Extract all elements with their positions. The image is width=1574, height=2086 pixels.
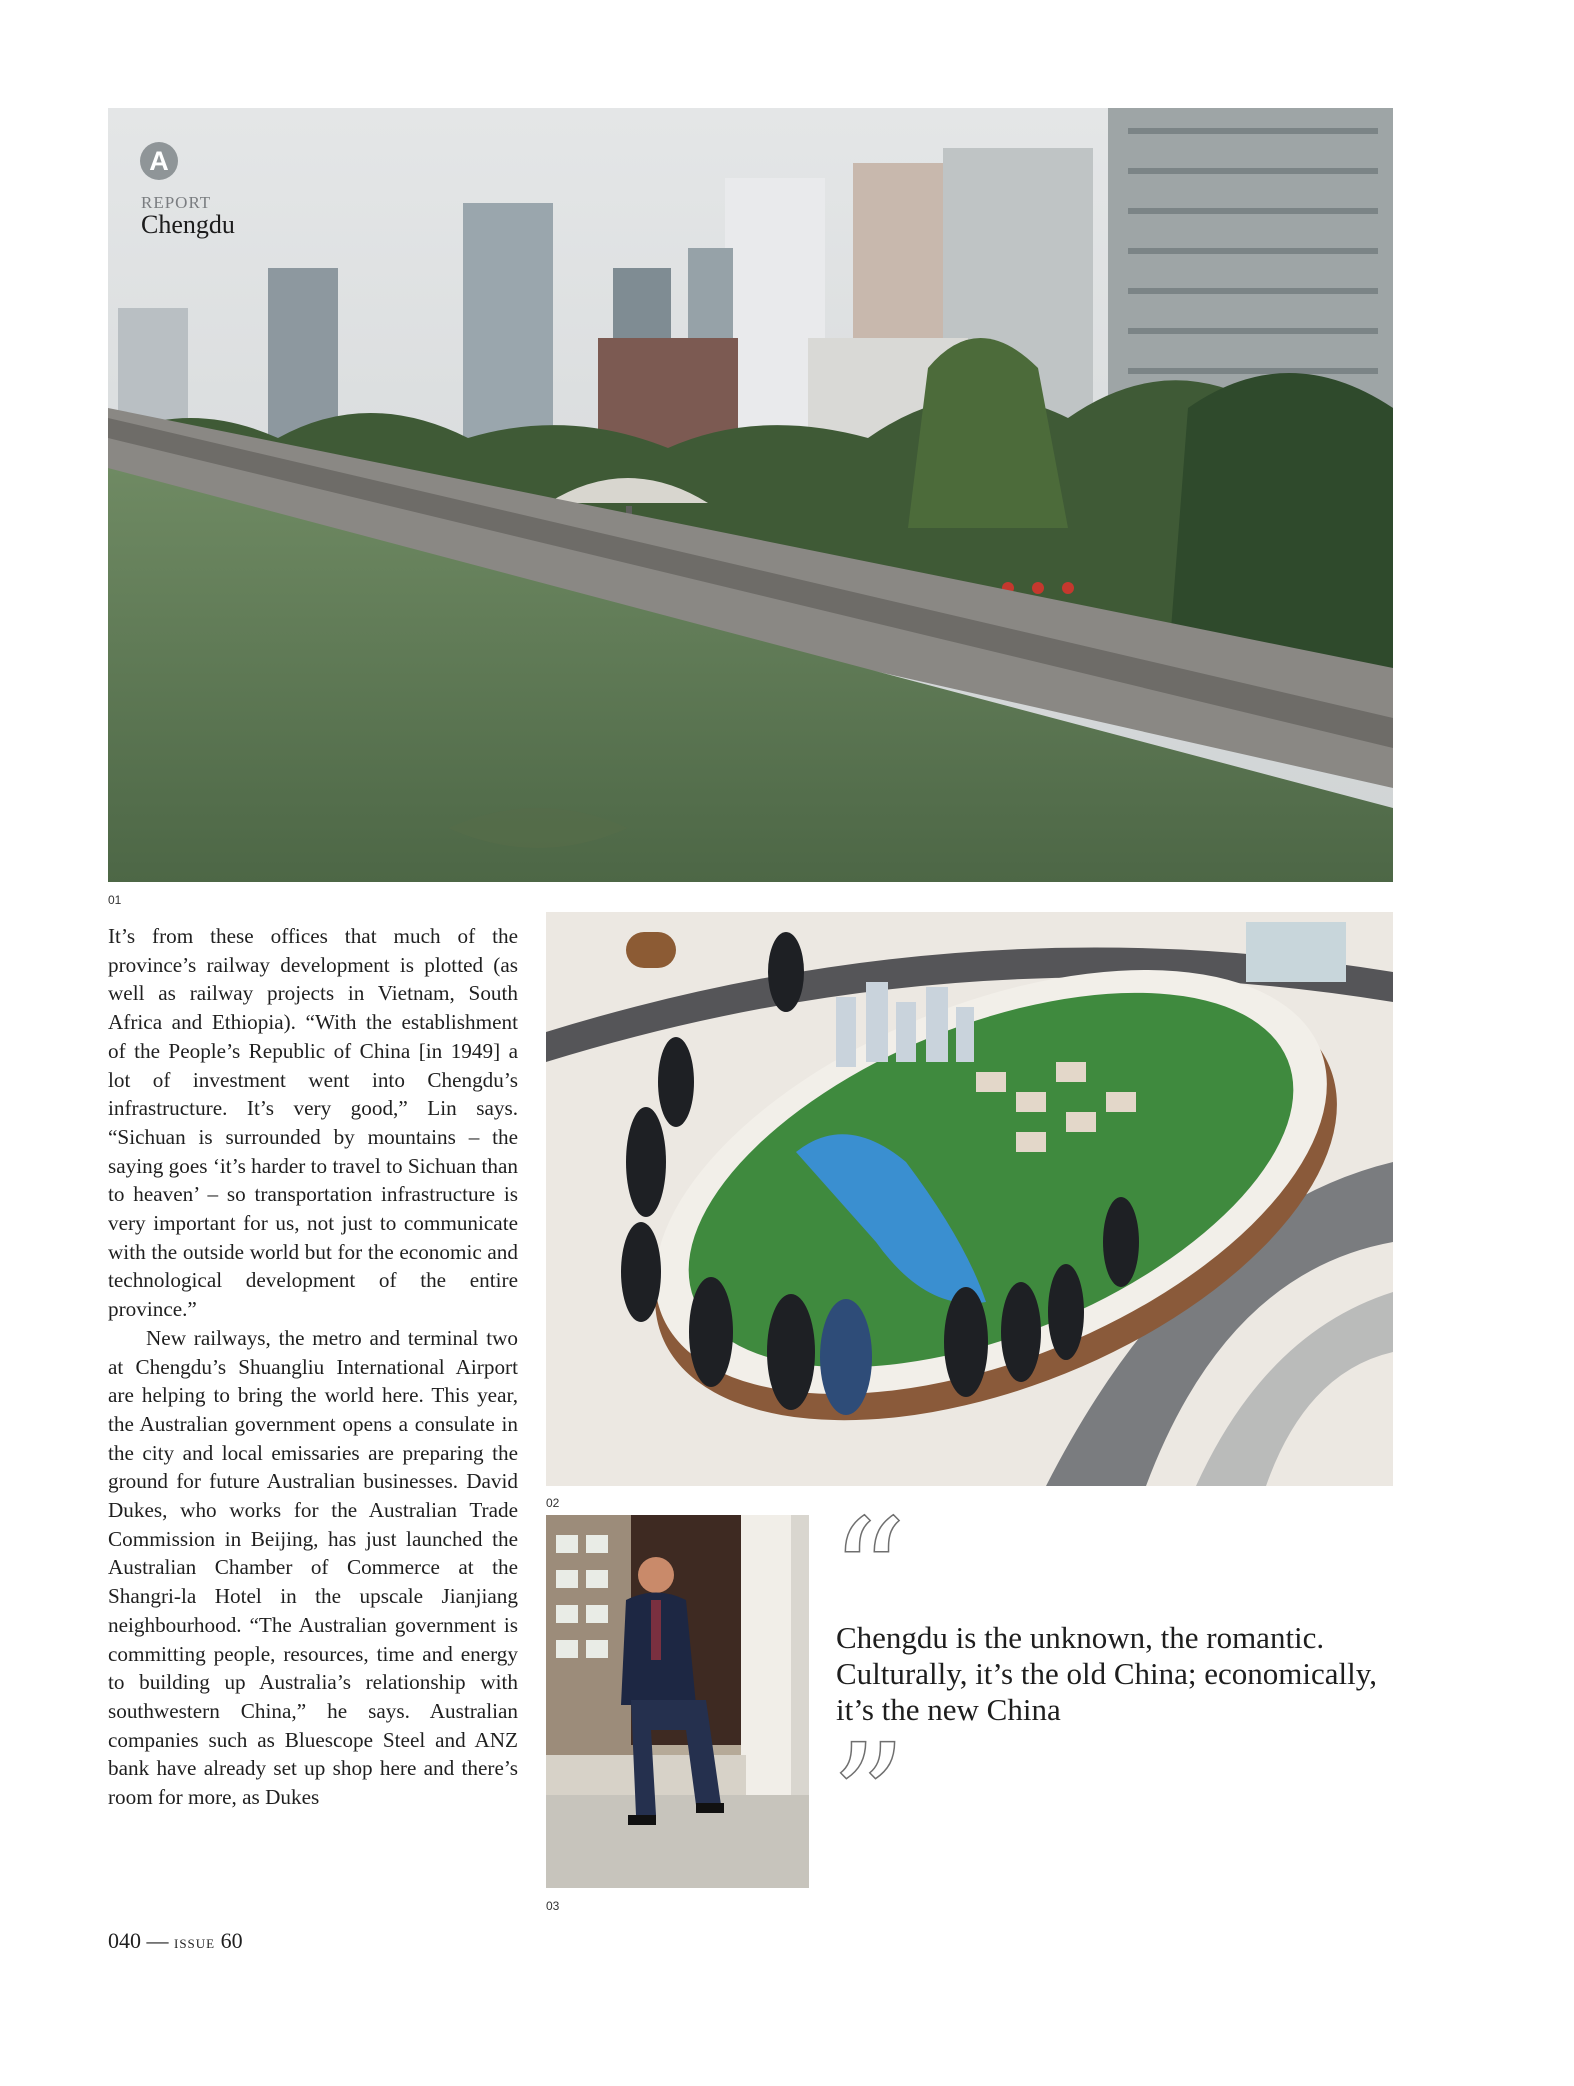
close-quote-mark: ” bbox=[830, 1713, 907, 1887]
portrait-photo bbox=[546, 1515, 809, 1888]
issue-label: issue bbox=[174, 1932, 216, 1953]
section-kicker: REPORT bbox=[141, 193, 212, 212]
article-paragraph: It’s from these offices that much of the province’s railway development is plotted (as well as railway projects in Vietnam, South Africa and Ethiopia). “With the establishment of the People’s Republic of China [in 1949] a lot of investment went into Chengdu’s infrastructure. It’s very good,” Lin says. “Sichuan is surrounded by mountains – the saying goes ‘it’s harder to travel to Sichuan than to heaven’ – so transportation infrastructure is very important for us, not just to communicate with the outside world but for the economic and technological development of the entire province.” bbox=[108, 924, 518, 1322]
section-title: Chengdu bbox=[141, 210, 235, 239]
figure-number-03: 03 bbox=[546, 1899, 560, 1913]
river-cityscape-photo bbox=[108, 108, 1393, 882]
page-folio bbox=[108, 1928, 243, 1954]
open-quote-mark: “ bbox=[830, 1488, 907, 1662]
article-body bbox=[108, 922, 518, 1812]
figure-number-02: 02 bbox=[546, 1496, 560, 1510]
article-paragraph: New railways, the metro and terminal two at Chengdu’s Shuangliu International Airport are helping to bring the world here. This year, the Australian government opens a consulate in the city and local emissaries are preparing the ground for future Australian businesses. David Dukes, who works for the Australian Trade Commission in Beijing, has just launched the Australian Chamber of Commerce at the Shangri-la Hotel in the upscale Jianjiang neighbourhood. “The Australian government is committing people, resources, time and energy to building up Australia’s relationship with southwestern China,” he says. Australian companies such as Bluescope Steel and ANZ bank have already set up shop here and there’s room for more, as Dukes bbox=[108, 1325, 518, 1810]
architectural-model-photo bbox=[546, 912, 1393, 1486]
issue-number: 60 bbox=[220, 1928, 243, 1953]
figure-number-01: 01 bbox=[108, 893, 122, 907]
pull-quote: Chengdu is the unknown, the romantic. Culturally, it’s the old China; economically, it’s the new China bbox=[836, 1620, 1377, 1727]
folio-separator: — bbox=[141, 1928, 174, 1953]
page-number: 040 bbox=[108, 1928, 141, 1953]
section-badge: A bbox=[140, 142, 178, 180]
